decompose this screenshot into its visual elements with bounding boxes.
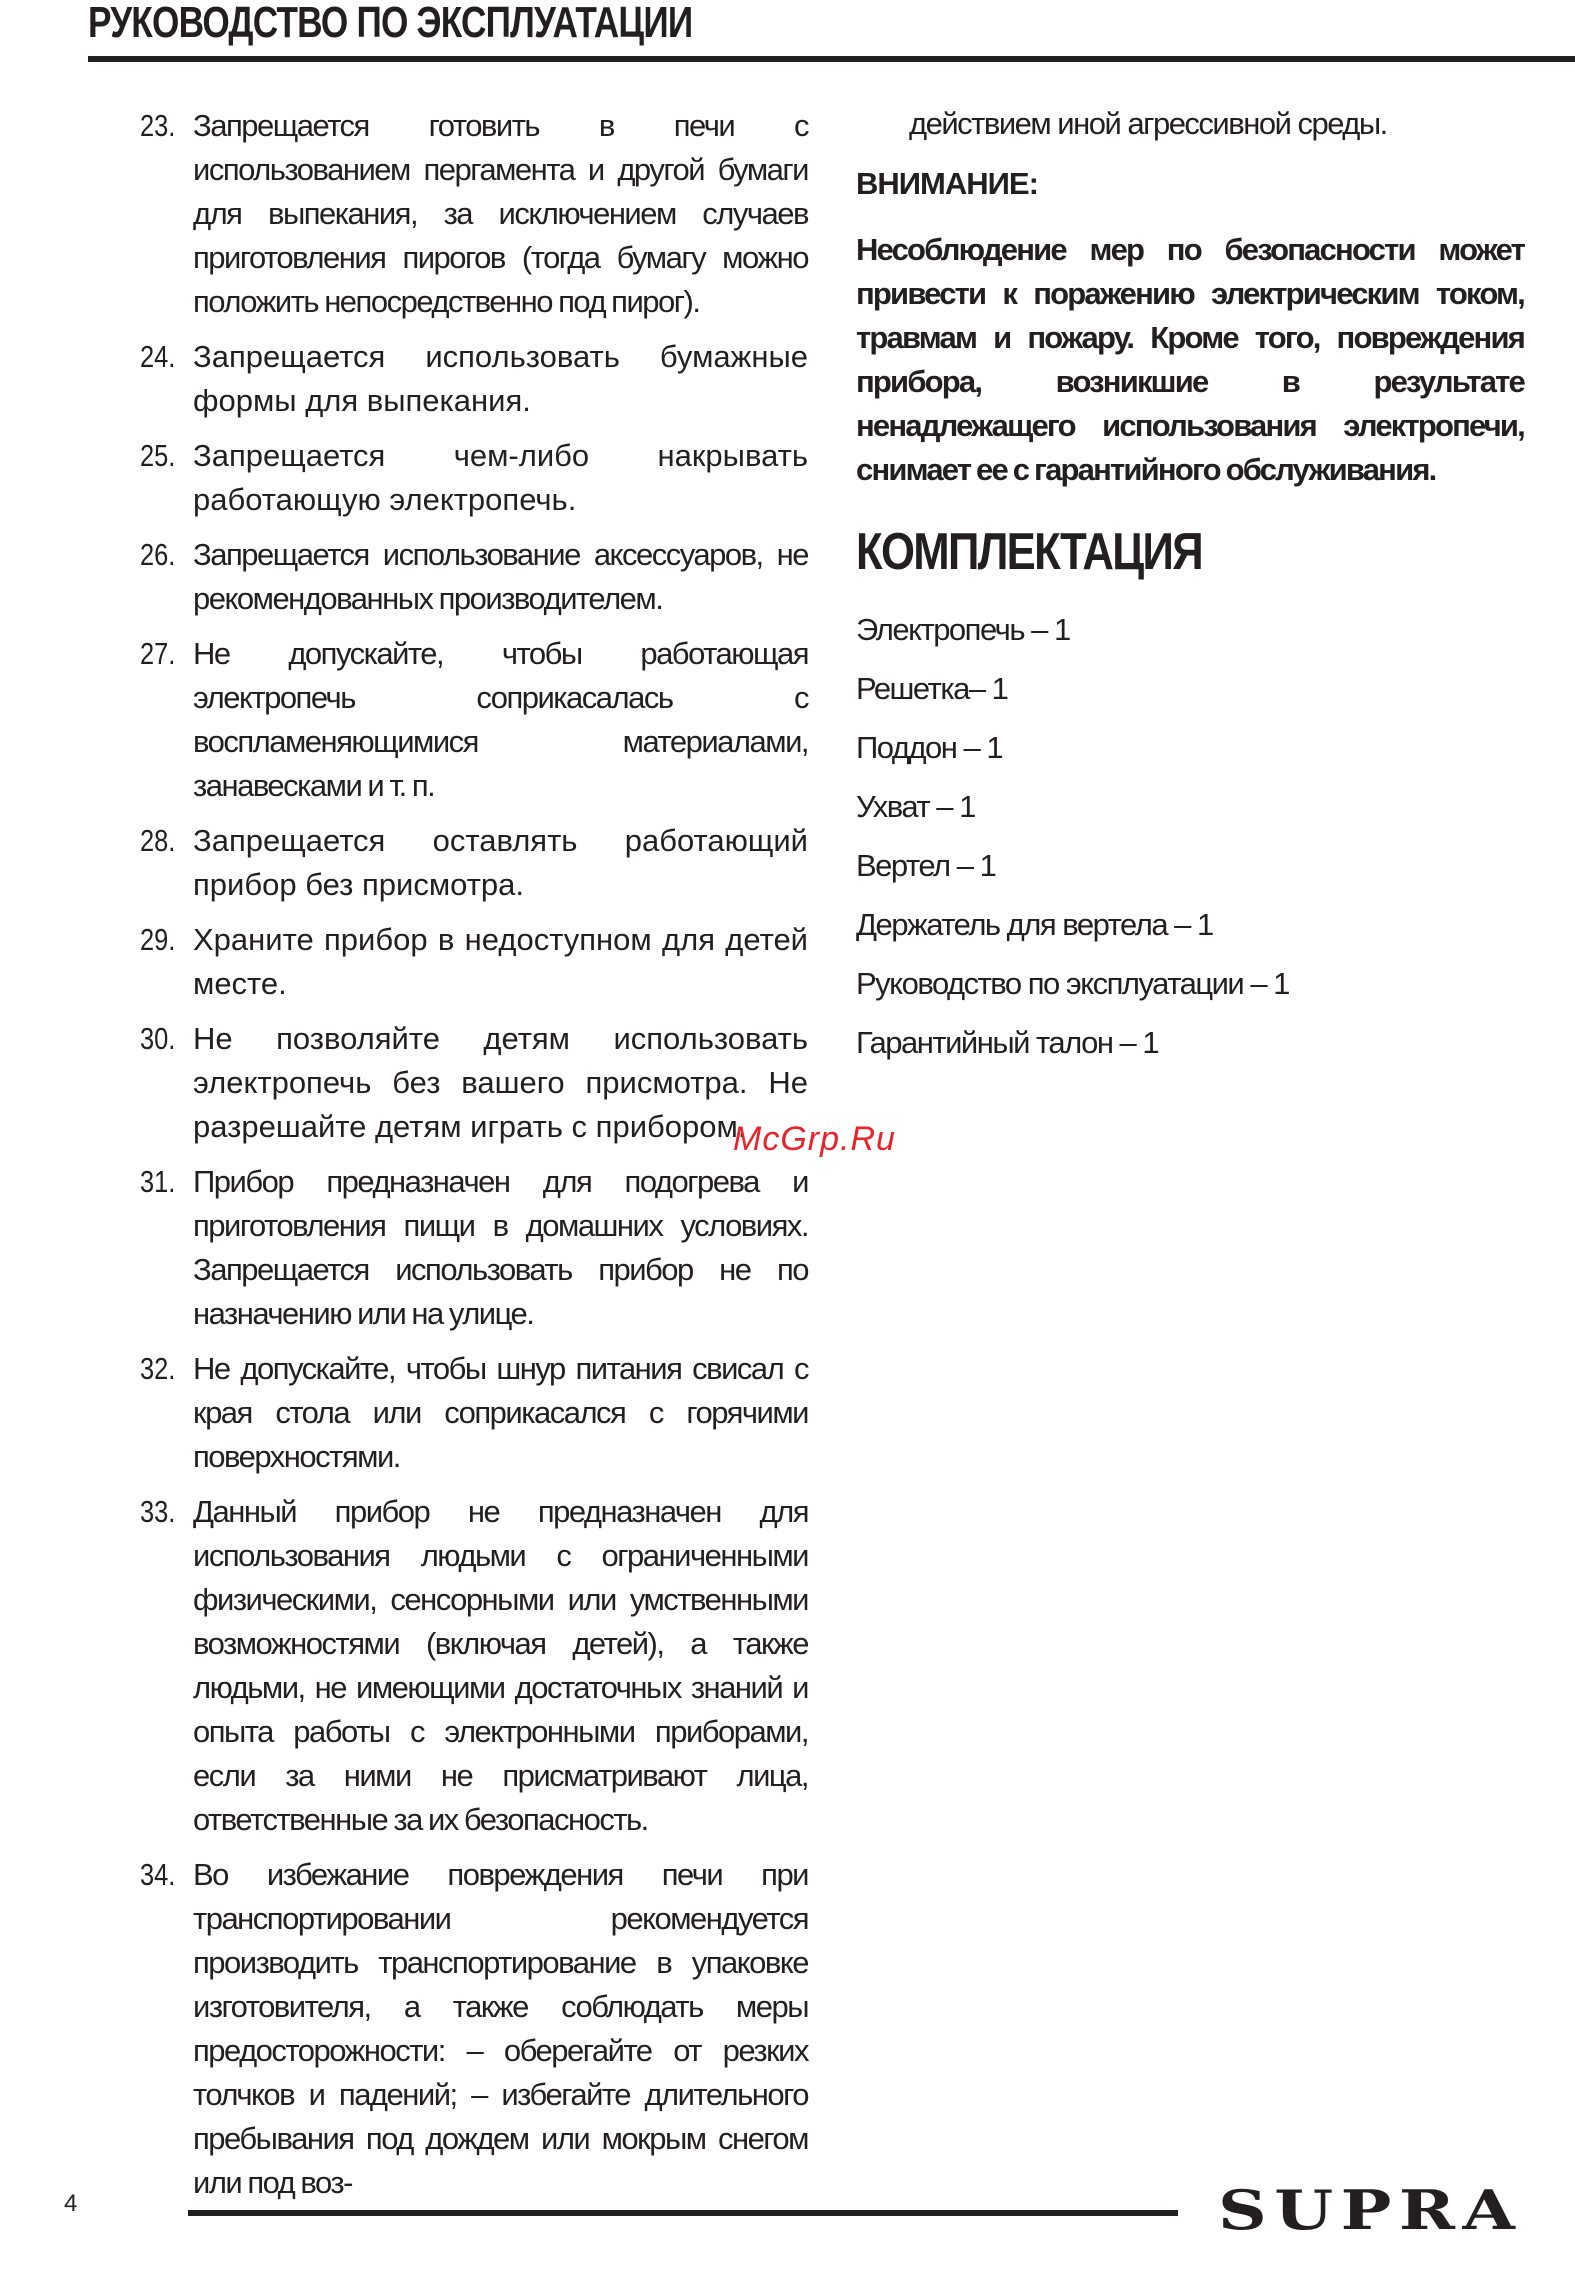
kit-item: Гарантийный талон – 1: [856, 1025, 1159, 1060]
brand-logo: SUPRA: [1218, 2178, 1523, 2242]
warning-text: Несоблюдение мер по безопасности может привести к поражению электрическим током, травмам и пожару. Кроме того, повреждения прибора, возникшие в результате ненадлежащего использования электропечи, снимает ее с гарантийного обслуживания.: [856, 232, 1524, 487]
kit-item: Поддон – 1: [856, 730, 1003, 765]
item-number: 29.: [140, 922, 176, 957]
item-number: 27.: [140, 636, 176, 671]
header-rule: [88, 56, 1575, 62]
kit-item: Электропечь – 1: [856, 612, 1070, 647]
list-item: [140, 434, 808, 522]
list-item: [140, 1017, 808, 1149]
item-text: Данный прибор не предназначен для использования людьми с ограниченными физическими, сенсорными или умственными возможностями (включая детей), а также людьми, не имеющими достаточных знаний и опыта работы с электронными приборами, если за ними не присматривают лица, ответственные за их безопасность.: [193, 1494, 808, 1837]
kit-section-title: КОМПЛЕКТАЦИЯ: [856, 523, 1202, 581]
item-number: 30.: [140, 1021, 176, 1056]
kit-item: Вертел – 1: [856, 848, 996, 883]
safety-list: [140, 104, 808, 2216]
list-item: [140, 335, 808, 423]
list-item: [140, 104, 808, 324]
list-item: [140, 918, 808, 1006]
item-number: 25.: [140, 438, 176, 473]
right-column: [856, 102, 1524, 1072]
list-item: [140, 533, 808, 621]
item-number: 26.: [140, 537, 176, 572]
item-number: 34.: [140, 1857, 176, 1892]
list-item: [140, 1347, 808, 1479]
list-item: [140, 1853, 808, 2205]
item-text: Прибор предназначен для подогрева и приготовления пищи в домашних условиях. Запрещается использовать прибор не по назначению или на улице.: [193, 1164, 808, 1331]
page-header-title: РУКОВОДСТВО ПО ЭКСПЛУАТАЦИИ: [88, 0, 693, 47]
item-text: Не допускайте, чтобы шнур питания свисал с края стола или соприкасался с горячими поверхностями.: [193, 1351, 808, 1474]
item-number: 23.: [140, 108, 176, 143]
item-text: Запрещается чем-либо накрывать работающую электропечь.: [193, 438, 808, 517]
item-text: Не допускайте, чтобы работающая электропечь соприкасалась с воспламеняющимися материалами, занавесками и т. п.: [193, 636, 808, 803]
list-item: [140, 819, 808, 907]
item-number: 32.: [140, 1351, 176, 1386]
kit-item: Решетка– 1: [856, 671, 1008, 706]
item-text: Во избежание повреждения печи при транспортировании рекомендуется производить транспортирование в упаковке изготовителя, а также соблюдать меры предосторожности: – оберегайте от резких толчков и падений; – избегайте длительного пребывания под дождем или мокрым снегом или под воз-: [193, 1857, 808, 2200]
item-text: Запрещается использовать бумажные формы для выпекания.: [193, 339, 808, 418]
kit-item: Ухват – 1: [856, 789, 975, 824]
item-text: Не позволяйте детям использовать электропечь без вашего присмотра. Не разрешайте детям играть с прибором.: [193, 1021, 808, 1144]
list-item: [140, 1490, 808, 1842]
footer-rule: [188, 2210, 1178, 2216]
continuation-text: действием иной агрессивной среды.: [909, 106, 1387, 141]
list-item: [140, 1160, 808, 1336]
item-text: Храните прибор в недоступном для детей месте.: [193, 922, 808, 1001]
watermark: McGrp.Ru: [733, 1120, 896, 1158]
item-number: 24.: [140, 339, 176, 374]
item-text: Запрещается готовить в печи с использованием пергамента и другой бумаги для выпекания, за исключением случаев приготовления пирогов (тогда бумагу можно положить непосредственно под пирог).: [193, 108, 808, 319]
item-text: Запрещается использование аксессуаров, не рекомендованных производителем.: [193, 537, 808, 616]
item-text: Запрещается оставлять работающий прибор без присмотра.: [193, 823, 808, 902]
kit-item: Держатель для вертела – 1: [856, 907, 1213, 942]
list-item: [140, 632, 808, 808]
item-number: 28.: [140, 823, 176, 858]
kit-list: [856, 600, 1524, 1072]
warning-heading: ВНИМАНИЕ:: [856, 166, 1038, 201]
page-number: 4: [64, 2190, 78, 2217]
item-number: 31.: [140, 1164, 176, 1199]
item-number: 33.: [140, 1494, 176, 1529]
kit-item: Руководство по эксплуатации – 1: [856, 966, 1289, 1001]
